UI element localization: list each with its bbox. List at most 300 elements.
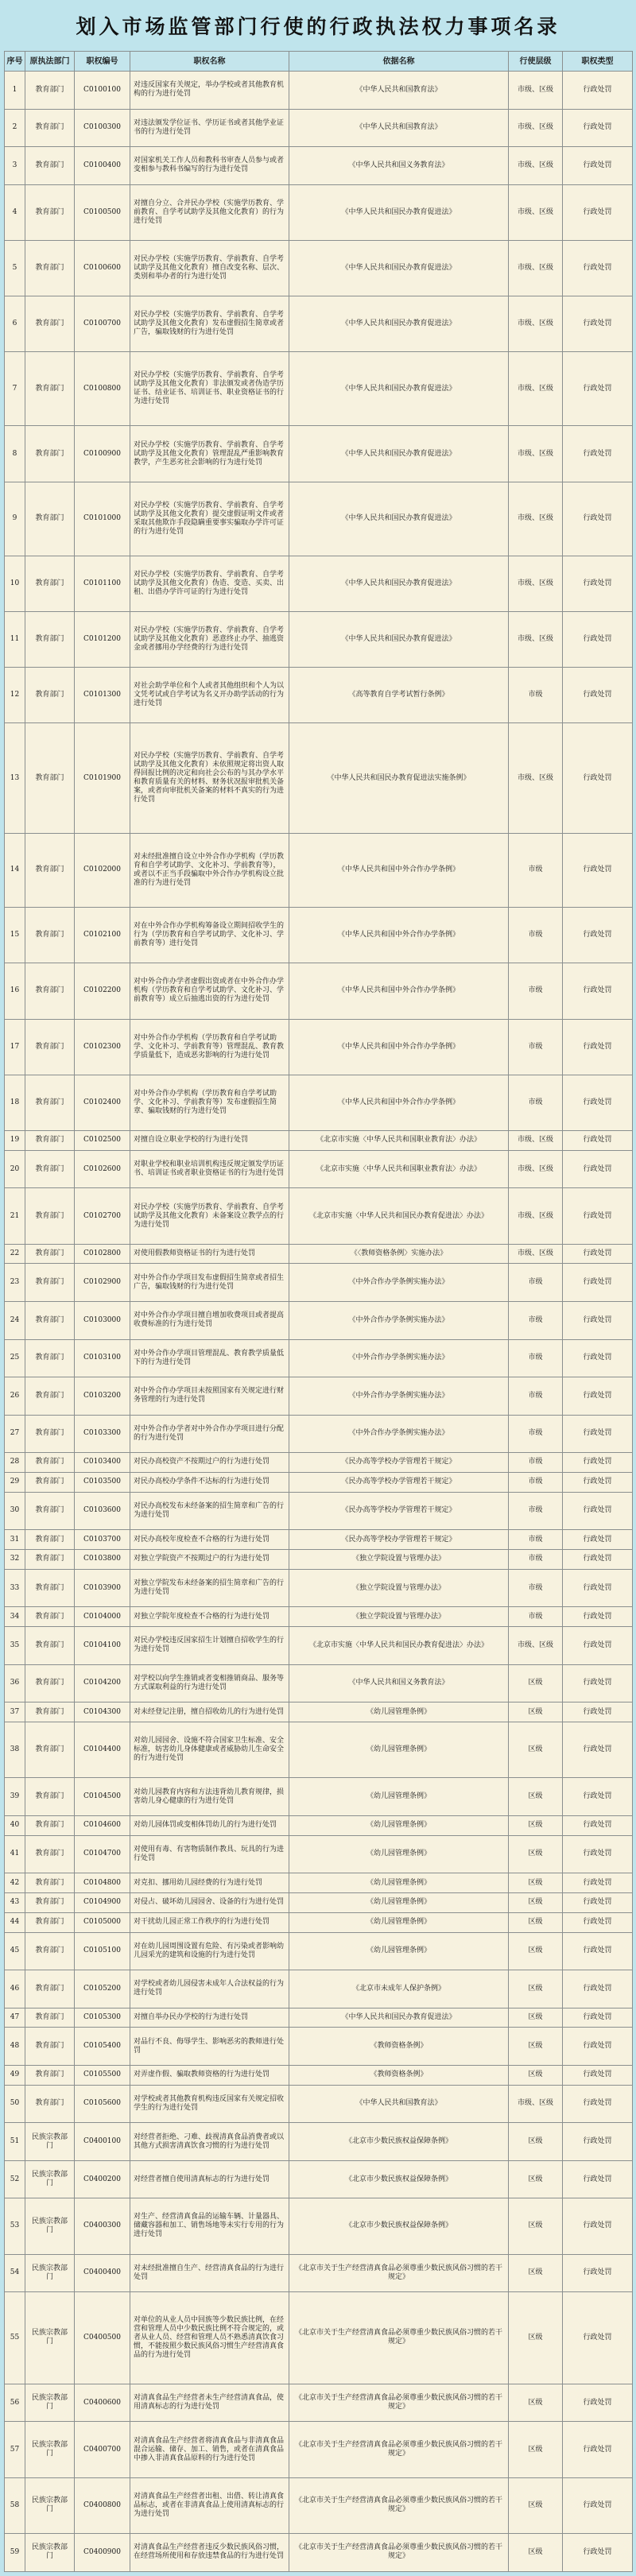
row-dept: 教育部门 (25, 2028, 75, 2066)
row-basis: 《中华人民共和国教育法》 (289, 2085, 509, 2123)
row-name: 对中外合作办学机构（学历教育和自学考试助学、文化补习、学前教育等）管理混乱、教育教学质量低下，造成恶劣影响的行为进行处罚 (130, 1019, 289, 1075)
row-type: 行政处罚 (563, 833, 633, 907)
row-type: 行政处罚 (563, 2085, 633, 2123)
row-basis: 《中华人民共和国义务教育法》 (289, 147, 509, 185)
row-name: 对民办学校（实施学历教育、学前教育、自学考试助学及其他文化教育）未依照规定将出资人取得回报比例的决定和向社会公布的与其办学水平和教育质量有关的材料、财务状况报审批机关备案，或者向审批机关备案的材料不真实的行为进行处罚 (130, 723, 289, 833)
row-basis: 《幼儿园管理条例》 (289, 1815, 509, 1835)
row-number: 54 (5, 2254, 25, 2292)
row-level: 区级 (509, 2477, 563, 2533)
row-type: 行政处罚 (563, 426, 633, 482)
row-type: 行政处罚 (563, 1722, 633, 1778)
row-name: 对独立学院资产不按期过户的行为进行处罚 (130, 1550, 289, 1570)
row-dept: 民族宗教部门 (25, 2533, 75, 2571)
row-name: 对民办学校（实施学历教育、学前教育、自学考试助学及其他文化教育）擅自改变名称、层次、类别和举办者的行为进行处罚 (130, 240, 289, 296)
table-row (5, 2160, 633, 2198)
row-number: 39 (5, 1778, 25, 1816)
row-type: 行政处罚 (563, 2422, 633, 2477)
row-level: 区级 (509, 1892, 563, 1912)
row-number: 4 (5, 184, 25, 240)
row-number: 37 (5, 1702, 25, 1722)
row-code: C0400100 (75, 2123, 130, 2161)
row-name: 对职业学校和职业培训机构违反规定颁发学历证书、培训证书或者职业资格证书的行为进行处罚 (130, 1150, 289, 1188)
table-row (5, 1873, 633, 1893)
row-type: 行政处罚 (563, 556, 633, 611)
row-name: 对违法颁发学位证书、学历证书或者其他学业证书的行为进行处罚 (130, 109, 289, 147)
row-level: 市级、区级 (509, 723, 563, 833)
row-code: C0102700 (75, 1188, 130, 1244)
header-name: 职权名称 (130, 52, 289, 72)
table-row (5, 668, 633, 723)
row-number: 58 (5, 2477, 25, 2533)
row-code: C0102800 (75, 1244, 130, 1264)
row-code: C0104300 (75, 1702, 130, 1722)
row-code: C0103200 (75, 1377, 130, 1416)
row-level: 市级 (509, 1339, 563, 1377)
row-code: C0105300 (75, 2008, 130, 2028)
row-level: 区级 (509, 2123, 563, 2161)
table-row (5, 1550, 633, 1570)
row-code: C0400200 (75, 2160, 130, 2198)
row-type: 行政处罚 (563, 1150, 633, 1188)
row-number: 38 (5, 1722, 25, 1778)
row-dept: 教育部门 (25, 1873, 75, 1893)
row-number: 29 (5, 1472, 25, 1492)
table-row (5, 1835, 633, 1873)
row-type: 行政处罚 (563, 1550, 633, 1570)
table-row (5, 72, 633, 110)
row-code: C0103800 (75, 1550, 130, 1570)
row-basis: 《中华人民共和国民办教育促进法》 (289, 611, 509, 667)
row-name: 对学校或者幼儿园侵害未成年人合法权益的行为进行处罚 (130, 1970, 289, 2009)
row-name: 对中外合作办学项目发布虚假招生简章或者招生广告，骗取钱财的行为进行处罚 (130, 1264, 289, 1302)
row-number: 17 (5, 1019, 25, 1075)
row-level: 市级 (509, 1453, 563, 1473)
table-row (5, 1339, 633, 1377)
row-code: C0100100 (75, 72, 130, 110)
row-name: 对中外合作办学者对中外合作办学项目进行分配的行为进行处罚 (130, 1415, 289, 1453)
row-basis: 《民办高等学校办学管理若干规定》 (289, 1530, 509, 1550)
row-level: 市级 (509, 1019, 563, 1075)
row-code: C0400600 (75, 2384, 130, 2422)
row-level: 区级 (509, 2254, 563, 2292)
row-code: C0100900 (75, 426, 130, 482)
row-code: C0104200 (75, 1664, 130, 1702)
row-dept: 教育部门 (25, 1569, 75, 1607)
row-dept: 民族宗教部门 (25, 2198, 75, 2254)
row-number: 13 (5, 723, 25, 833)
row-code: C0102500 (75, 1131, 130, 1151)
row-basis: 《中华人民共和国中外合作办学条例》 (289, 833, 509, 907)
row-name: 对社会助学单位和个人或者其他组织和个人为以文凭考试或自学考试为名义开办助学活动的行为进行处罚 (130, 668, 289, 723)
row-type: 行政处罚 (563, 1188, 633, 1244)
row-level: 市级、区级 (509, 1244, 563, 1264)
row-number: 35 (5, 1627, 25, 1665)
row-basis: 《幼儿园管理条例》 (289, 1892, 509, 1912)
row-type: 行政处罚 (563, 1131, 633, 1151)
row-number: 14 (5, 833, 25, 907)
row-basis: 《幼儿园管理条例》 (289, 1778, 509, 1816)
row-name: 对清真食品生产经营者出租、出借、转让清真食品标志，或者在非清真食品上使用清真标志的行为进行处罚 (130, 2477, 289, 2533)
row-level: 区级 (509, 2533, 563, 2571)
row-name: 对擅自设立职业学校的行为进行处罚 (130, 1131, 289, 1151)
row-basis: 《中华人民共和国民办教育促进法》 (289, 296, 509, 352)
row-number: 31 (5, 1530, 25, 1550)
row-number: 49 (5, 2065, 25, 2085)
table-row (5, 907, 633, 963)
row-name: 对民办高校年度检查不合格的行为进行处罚 (130, 1530, 289, 1550)
row-name: 对在中外合作办学机构筹备设立期间招收学生的行为（学历教育和自学考试助学、文化补习、学前教育等）进行处罚 (130, 907, 289, 963)
row-dept: 教育部门 (25, 1301, 75, 1339)
row-name: 对品行不良、侮辱学生、影响恶劣的教师进行处罚 (130, 2028, 289, 2066)
row-level: 市级、区级 (509, 184, 563, 240)
row-name: 对中外合作办学项目管理混乱、教育教学质量低下的行为进行处罚 (130, 1339, 289, 1377)
row-level: 区级 (509, 1778, 563, 1816)
table-row (5, 723, 633, 833)
row-name: 对在幼儿园周围设置有危险、有污染或者影响幼儿园采光的建筑和设施的行为进行处罚 (130, 1932, 289, 1970)
row-basis: 《北京市关于生产经营清真食品必须尊重少数民族风俗习惯的若干规定》 (289, 2533, 509, 2571)
row-type: 行政处罚 (563, 1339, 633, 1377)
row-type: 行政处罚 (563, 1569, 633, 1607)
row-basis: 《幼儿园管理条例》 (289, 1873, 509, 1893)
row-dept: 教育部门 (25, 963, 75, 1019)
row-dept: 教育部门 (25, 1019, 75, 1075)
row-type: 行政处罚 (563, 482, 633, 556)
table-row (5, 833, 633, 907)
row-name: 对幼儿园教育内容和方法违背幼儿教育规律，损害幼儿身心健康的行为进行处罚 (130, 1778, 289, 1816)
row-name: 对独立学院发布未经备案的招生简章和广告的行为进行处罚 (130, 1569, 289, 1607)
row-basis: 《中华人民共和国中外合作办学条例》 (289, 907, 509, 963)
row-code: C0102200 (75, 963, 130, 1019)
row-name: 对清真食品生产经营者未生产经营清真食品，使用清真标志的行为进行处罚 (130, 2384, 289, 2422)
row-number: 7 (5, 352, 25, 426)
table-row (5, 556, 633, 611)
header-basis: 依据名称 (289, 52, 509, 72)
header-type: 职权类型 (563, 52, 633, 72)
row-type: 行政处罚 (563, 2254, 633, 2292)
row-basis: 《北京市关于生产经营清真食品必须尊重少数民族风俗习惯的若干规定》 (289, 2384, 509, 2422)
row-number: 40 (5, 1815, 25, 1835)
page-title: 划入市场监管部门行使的行政执法权力事项名录 (76, 15, 560, 38)
table-row (5, 2008, 633, 2028)
row-type: 行政处罚 (563, 1244, 633, 1264)
row-name: 对学校或者其他教育机构违反国家有关规定招收学生的行为进行处罚 (130, 2085, 289, 2123)
row-number: 51 (5, 2123, 25, 2161)
row-name: 对民办学校（实施学历教育、学前教育、自学考试助学及其他文化教育）伪造、变造、买卖、出租、出借办学许可证的行为进行处罚 (130, 556, 289, 611)
table-row (5, 1150, 633, 1188)
row-number: 55 (5, 2292, 25, 2384)
row-type: 行政处罚 (563, 1377, 633, 1416)
table-row (5, 611, 633, 667)
table-row (5, 1131, 633, 1151)
row-dept: 教育部门 (25, 1264, 75, 1302)
table-row (5, 1075, 633, 1130)
table-row (5, 426, 633, 482)
row-dept: 教育部门 (25, 1778, 75, 1816)
row-dept: 教育部门 (25, 1377, 75, 1416)
row-name: 对使用假教师资格证书的行为进行处罚 (130, 1244, 289, 1264)
row-dept: 民族宗教部门 (25, 2477, 75, 2533)
table-row (5, 2028, 633, 2066)
row-number: 28 (5, 1453, 25, 1473)
row-name: 对独立学院年度检查不合格的行为进行处罚 (130, 1607, 289, 1627)
row-level: 市级 (509, 833, 563, 907)
row-type: 行政处罚 (563, 2123, 633, 2161)
row-basis: 《北京市实施〈中华人民共和国民办教育促进法〉办法》 (289, 1627, 509, 1665)
row-type: 行政处罚 (563, 2198, 633, 2254)
row-level: 市级 (509, 1569, 563, 1607)
row-basis: 《北京市实施〈中华人民共和国民办教育促进法〉办法》 (289, 1188, 509, 1244)
row-level: 市级、区级 (509, 556, 563, 611)
table-row (5, 1472, 633, 1492)
row-level: 市级 (509, 1550, 563, 1570)
row-type: 行政处罚 (563, 1492, 633, 1530)
row-basis: 《中外合作办学条例实施办法》 (289, 1339, 509, 1377)
row-basis: 《中华人民共和国民办教育促进法》 (289, 482, 509, 556)
row-dept: 教育部门 (25, 1131, 75, 1151)
row-basis: 《〈教师资格条例〉实施办法》 (289, 1244, 509, 1264)
row-code: C0102900 (75, 1264, 130, 1302)
row-type: 行政处罚 (563, 1970, 633, 2009)
row-code: C0101100 (75, 556, 130, 611)
row-basis: 《幼儿园管理条例》 (289, 1835, 509, 1873)
table-row (5, 184, 633, 240)
row-dept: 教育部门 (25, 1075, 75, 1130)
row-basis: 《高等教育自学考试暂行条例》 (289, 668, 509, 723)
row-number: 24 (5, 1301, 25, 1339)
row-type: 行政处罚 (563, 2028, 633, 2066)
row-type: 行政处罚 (563, 723, 633, 833)
row-basis: 《北京市未成年人保护条例》 (289, 1970, 509, 2009)
row-number: 59 (5, 2533, 25, 2571)
row-type: 行政处罚 (563, 109, 633, 147)
row-basis: 《民办高等学校办学管理若干规定》 (289, 1492, 509, 1530)
row-type: 行政处罚 (563, 668, 633, 723)
table-row (5, 1301, 633, 1339)
row-number: 43 (5, 1892, 25, 1912)
row-type: 行政处罚 (563, 2160, 633, 2198)
row-level: 区级 (509, 2198, 563, 2254)
table-row (5, 1702, 633, 1722)
row-name: 对民办学校（实施学历教育、学前教育、自学考试助学及其他文化教育）恶意终止办学、抽逃资金或者挪用办学经费的行为进行处罚 (130, 611, 289, 667)
row-dept: 教育部门 (25, 1912, 75, 1932)
row-name: 对擅自举办民办学校的行为进行处罚 (130, 2008, 289, 2028)
row-level: 区级 (509, 1835, 563, 1873)
row-dept: 教育部门 (25, 1970, 75, 2009)
header-row (5, 52, 633, 72)
table-row (5, 1492, 633, 1530)
row-basis: 《民办高等学校办学管理若干规定》 (289, 1472, 509, 1492)
row-basis: 《中外合作办学条例实施办法》 (289, 1264, 509, 1302)
row-level: 市级 (509, 1377, 563, 1416)
row-level: 区级 (509, 1932, 563, 1970)
row-number: 30 (5, 1492, 25, 1530)
row-level: 市级、区级 (509, 147, 563, 185)
row-level: 区级 (509, 2384, 563, 2422)
row-number: 34 (5, 1607, 25, 1627)
row-code: C0104400 (75, 1722, 130, 1778)
table-row (5, 2477, 633, 2533)
row-type: 行政处罚 (563, 611, 633, 667)
row-basis: 《幼儿园管理条例》 (289, 1722, 509, 1778)
row-level: 市级、区级 (509, 352, 563, 426)
row-type: 行政处罚 (563, 1627, 633, 1665)
table-row (5, 352, 633, 426)
row-basis: 《中华人民共和国民办教育促进法》 (289, 556, 509, 611)
row-type: 行政处罚 (563, 1835, 633, 1873)
row-type: 行政处罚 (563, 1453, 633, 1473)
row-code: C0400300 (75, 2198, 130, 2254)
row-number: 9 (5, 482, 25, 556)
row-type: 行政处罚 (563, 2008, 633, 2028)
row-type: 行政处罚 (563, 1778, 633, 1816)
row-code: C0100700 (75, 296, 130, 352)
table-row (5, 1664, 633, 1702)
table-row (5, 296, 633, 352)
table-row (5, 109, 633, 147)
row-code: C0400500 (75, 2292, 130, 2384)
row-dept: 教育部门 (25, 1530, 75, 1550)
row-code: C0103600 (75, 1492, 130, 1530)
row-level: 区级 (509, 2028, 563, 2066)
row-basis: 《北京市关于生产经营清真食品必须尊重少数民族风俗习惯的若干规定》 (289, 2292, 509, 2384)
row-level: 市级、区级 (509, 1131, 563, 1151)
row-name: 对民办学校（实施学历教育、学前教育、自学考试助学及其他文化教育）非法颁发或者伪造学历证书、结业证书、培训证书、职业资格证书的行为进行处罚 (130, 352, 289, 426)
table-row (5, 1264, 633, 1302)
table-row (5, 1530, 633, 1550)
row-type: 行政处罚 (563, 1607, 633, 1627)
table-row (5, 1722, 633, 1778)
row-dept: 教育部门 (25, 147, 75, 185)
row-name: 对经营者拒绝、刁难、歧视清真食品消费者或以其他方式损害清真饮食习惯的行为进行处罚 (130, 2123, 289, 2161)
row-dept: 教育部门 (25, 1664, 75, 1702)
table-row (5, 2065, 633, 2085)
row-code: C0101300 (75, 668, 130, 723)
row-number: 1 (5, 72, 25, 110)
row-name: 对民办学校（实施学历教育、学前教育、自学考试助学及其他文化教育）管理混乱严重影响教育教学，产生恶劣社会影响的行为进行处罚 (130, 426, 289, 482)
row-basis: 《中华人民共和国民办教育促进法》 (289, 184, 509, 240)
row-basis: 《北京市实施〈中华人民共和国职业教育法〉办法》 (289, 1131, 509, 1151)
row-level: 区级 (509, 2160, 563, 2198)
table-row (5, 1892, 633, 1912)
row-type: 行政处罚 (563, 2477, 633, 2533)
row-dept: 教育部门 (25, 1722, 75, 1778)
table-row (5, 482, 633, 556)
row-type: 行政处罚 (563, 147, 633, 185)
row-dept: 教育部门 (25, 109, 75, 147)
table-row (5, 1970, 633, 2009)
row-code: C0103000 (75, 1301, 130, 1339)
row-dept: 教育部门 (25, 2085, 75, 2123)
row-level: 区级 (509, 2292, 563, 2384)
row-basis: 《幼儿园管理条例》 (289, 1912, 509, 1932)
row-number: 22 (5, 1244, 25, 1264)
row-dept: 教育部门 (25, 1627, 75, 1665)
table-row (5, 1188, 633, 1244)
row-level: 区级 (509, 2008, 563, 2028)
row-code: C0102600 (75, 1150, 130, 1188)
row-name: 对民办学校违反国家招生计划擅自招收学生的行为进行处罚 (130, 1627, 289, 1665)
row-number: 36 (5, 1664, 25, 1702)
row-basis: 《中外合作办学条例实施办法》 (289, 1377, 509, 1416)
row-code: C0102400 (75, 1075, 130, 1130)
row-basis: 《北京市少数民族权益保障条例》 (289, 2198, 509, 2254)
row-code: C0103500 (75, 1472, 130, 1492)
row-dept: 教育部门 (25, 184, 75, 240)
row-type: 行政处罚 (563, 1932, 633, 1970)
row-number: 12 (5, 668, 25, 723)
row-type: 行政处罚 (563, 1264, 633, 1302)
row-code: C0104600 (75, 1815, 130, 1835)
row-code: C0102300 (75, 1019, 130, 1075)
row-level: 市级 (509, 1530, 563, 1550)
row-basis: 《幼儿园管理条例》 (289, 1932, 509, 1970)
row-type: 行政处罚 (563, 296, 633, 352)
row-basis: 《独立学院设置与管理办法》 (289, 1569, 509, 1607)
row-number: 45 (5, 1932, 25, 1970)
row-code: C0105500 (75, 2065, 130, 2085)
row-basis: 《教师资格条例》 (289, 2028, 509, 2066)
row-basis: 《北京市少数民族权益保障条例》 (289, 2160, 509, 2198)
row-code: C0400400 (75, 2254, 130, 2292)
row-basis: 《教师资格条例》 (289, 2065, 509, 2085)
row-type: 行政处罚 (563, 963, 633, 1019)
row-basis: 《中华人民共和国中外合作办学条例》 (289, 1075, 509, 1130)
row-code: C0105400 (75, 2028, 130, 2066)
row-dept: 教育部门 (25, 1453, 75, 1473)
row-name: 对清真食品生产经营者将清真食品与非清真食品混合运输、储存、加工、销售，或者在清真食品中掺入非清真食品原料的行为进行处罚 (130, 2422, 289, 2477)
row-code: C0104000 (75, 1607, 130, 1627)
row-number: 57 (5, 2422, 25, 2477)
row-level: 市级 (509, 907, 563, 963)
row-code: C0400700 (75, 2422, 130, 2477)
row-name: 对民办学校（实施学历教育、学前教育、自学考试助学及其他文化教育）未备案设立教学点的行为进行处罚 (130, 1188, 289, 1244)
row-dept: 教育部门 (25, 1415, 75, 1453)
row-basis: 《北京市实施〈中华人民共和国职业教育法〉办法》 (289, 1150, 509, 1188)
row-dept: 民族宗教部门 (25, 2254, 75, 2292)
row-code: C0100500 (75, 184, 130, 240)
row-name: 对学校以向学生推销或者变相推销商品、服务等方式谋取利益的行为进行处罚 (130, 1664, 289, 1702)
row-basis: 《独立学院设置与管理办法》 (289, 1607, 509, 1627)
row-dept: 民族宗教部门 (25, 2292, 75, 2384)
row-name: 对克扣、挪用幼儿园经费的行为进行处罚 (130, 1873, 289, 1893)
row-dept: 民族宗教部门 (25, 2422, 75, 2477)
table-row (5, 1569, 633, 1607)
row-name: 对民办学校（实施学历教育、学前教育、自学考试助学及其他文化教育）发布虚假招生简章或者广告，骗取钱财的行为进行处罚 (130, 296, 289, 352)
row-type: 行政处罚 (563, 907, 633, 963)
row-level: 市级 (509, 1492, 563, 1530)
row-name: 对中外合作办学机构（学历教育和自学考试助学、文化补习、学前教育等）发布虚假招生简章、骗取钱财的行为进行处罚 (130, 1075, 289, 1130)
row-basis: 《中华人民共和国民办教育促进法》 (289, 240, 509, 296)
table-row (5, 2422, 633, 2477)
row-type: 行政处罚 (563, 1912, 633, 1932)
table-body (5, 72, 633, 2572)
row-basis: 《中华人民共和国民办教育促进法》 (289, 352, 509, 426)
row-number: 19 (5, 1131, 25, 1151)
row-name: 对中外合作办学项目未按照国家有关规定进行财务管理的行为进行处罚 (130, 1377, 289, 1416)
row-level: 市级 (509, 1472, 563, 1492)
row-number: 16 (5, 963, 25, 1019)
row-name: 对使用有毒、有害物质制作教具、玩具的行为进行处罚 (130, 1835, 289, 1873)
table-row (5, 1815, 633, 1835)
row-number: 23 (5, 1264, 25, 1302)
row-dept: 教育部门 (25, 833, 75, 907)
row-dept: 教育部门 (25, 1550, 75, 1570)
row-dept: 教育部门 (25, 1150, 75, 1188)
row-number: 15 (5, 907, 25, 963)
row-level: 市级、区级 (509, 296, 563, 352)
row-type: 行政处罚 (563, 1472, 633, 1492)
row-basis: 《幼儿园管理条例》 (289, 1702, 509, 1722)
